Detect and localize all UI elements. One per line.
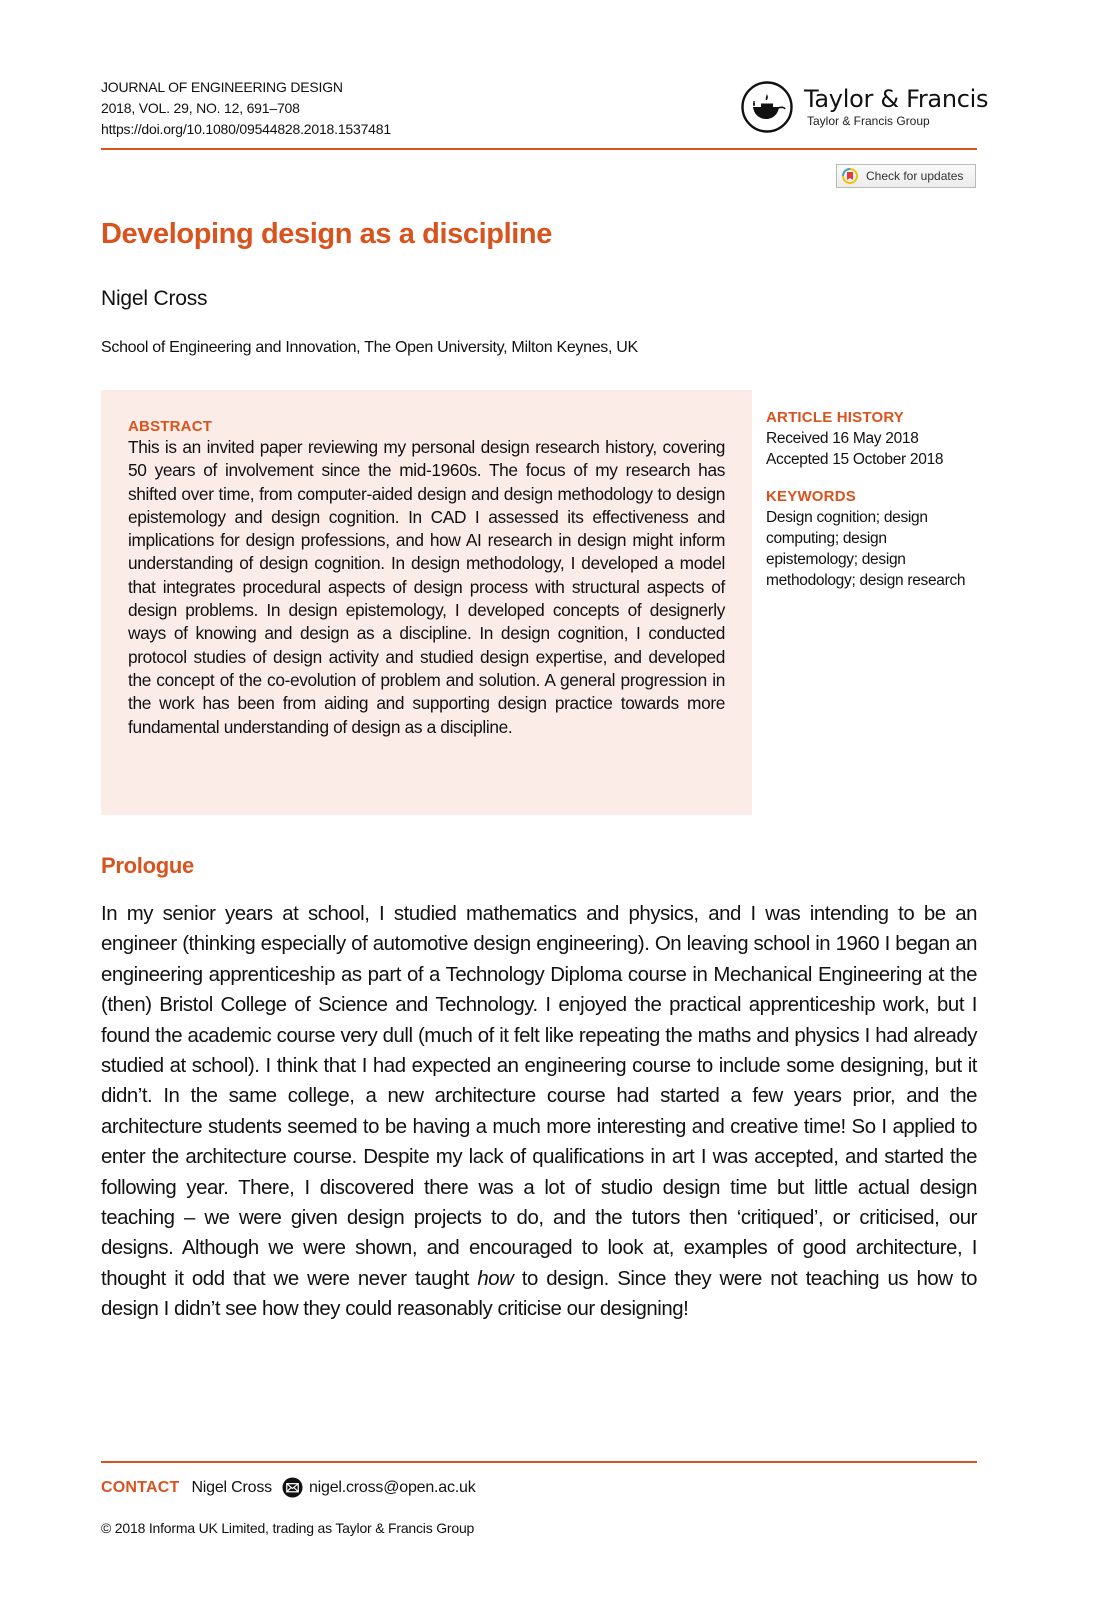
publisher-logo (740, 80, 988, 134)
keywords-list: Design cognition; design computing; design epistemology; design methodology; design research (766, 509, 966, 589)
prologue-text-part1: In my senior years at school, I studied mathematics and physics, and I was intending to be an engineer (thinking especially of automotive design engineering). On leaving school in 1960 I began an engineering apprenticeship as part of a Technology Diploma course in Mechanical Engineering at the (then) Bristol College of Science and Technology. I enjoyed the practical apprenticeship work, but I found the academic course very dull (much of it felt like repeating the maths and physics I had already studied at school). I think that I had expected an engineering course to include some designing, but it didn’t. In the same college, a new architecture course had started a few years prior, and the architecture students seemed to be having a much more interesting and creative time! So I applied to enter the architecture course. Despite my lack of qualifications in art I was accepted, and started the following year. There, I discovered there was a lot of studio design time but little actual design teaching – we were given design projects to do, and the tutors then ‘critiqued’, or criticised, our designs. Although we were shown, and encouraged to look at, examples of good architecture, I thought it odd that we were never taught (101, 903, 977, 1290)
copyright-notice: © 2018 Informa UK Limited, trading as Taylor & Francis Group (101, 1520, 475, 1536)
journal-info (101, 77, 391, 140)
journal-name: JOURNAL OF ENGINEERING DESIGN (101, 79, 343, 95)
crossmark-icon (842, 168, 858, 184)
check-for-updates-label: Check for updates (866, 169, 964, 183)
abstract-text: This is an invited paper reviewing my personal design research history, covering 50 years of involvement since the mid-1960s. The focus of my research has shifted over time, from computer-aided design and design methodology to design epistemology and design cognition. In CAD I assessed its effectiveness and implications for design professions, and how AI research in design might inform understanding of design cognition. In design methodology, I developed a model that integrates procedural aspects of design process with structural aspects of design problems. In design epistemology, I developed concepts of designerly ways of knowing and design as a discipline. In design cognition, I conducted protocol studies of design activity and studied design expertise, and developed the concept of the co-evolution of problem and solution. A general progression in the work has been from aiding and supporting design practice towards more fundamental understanding of design as a discipline. (128, 437, 725, 737)
section-heading-prologue: Prologue (101, 853, 194, 878)
publisher-name: Taylor & Francis (804, 85, 989, 113)
contact-line (101, 1477, 476, 1498)
author-name: Nigel Cross (101, 287, 208, 310)
footer-divider (101, 1461, 977, 1463)
contact-email-link[interactable]: nigel.cross@open.ac.uk (308, 1478, 476, 1496)
check-for-updates-button[interactable] (836, 164, 976, 188)
doi-link[interactable]: https://doi.org/10.1080/09544828.2018.1537481 (101, 121, 391, 137)
abstract-heading: ABSTRACT (128, 418, 213, 435)
oil-lamp-icon (740, 80, 794, 134)
journal-citation: 2018, VOL. 29, NO. 12, 691–708 (101, 100, 300, 116)
article-history-heading: ARTICLE HISTORY (766, 409, 905, 426)
prologue-text-part2: to design. Since they were not teaching us how to design I didn’t see how they could reasonably criticise our designing! (101, 1267, 977, 1321)
prologue-emphasis: how (477, 1267, 514, 1290)
prologue-paragraph (101, 899, 977, 1325)
header-divider (101, 148, 977, 150)
contact-label: CONTACT (101, 1478, 180, 1496)
keywords-heading: KEYWORDS (766, 488, 856, 505)
received-date: Received 16 May 2018 (766, 430, 919, 447)
publisher-group: Taylor & Francis Group (807, 114, 930, 128)
contact-name: Nigel Cross (191, 1478, 272, 1496)
envelope-icon (282, 1477, 303, 1498)
author-affiliation: School of Engineering and Innovation, The Open University, Milton Keynes, UK (101, 339, 638, 356)
accepted-date: Accepted 15 October 2018 (766, 451, 944, 468)
article-title: Developing design as a discipline (101, 218, 552, 250)
article-sidebar (766, 407, 981, 591)
